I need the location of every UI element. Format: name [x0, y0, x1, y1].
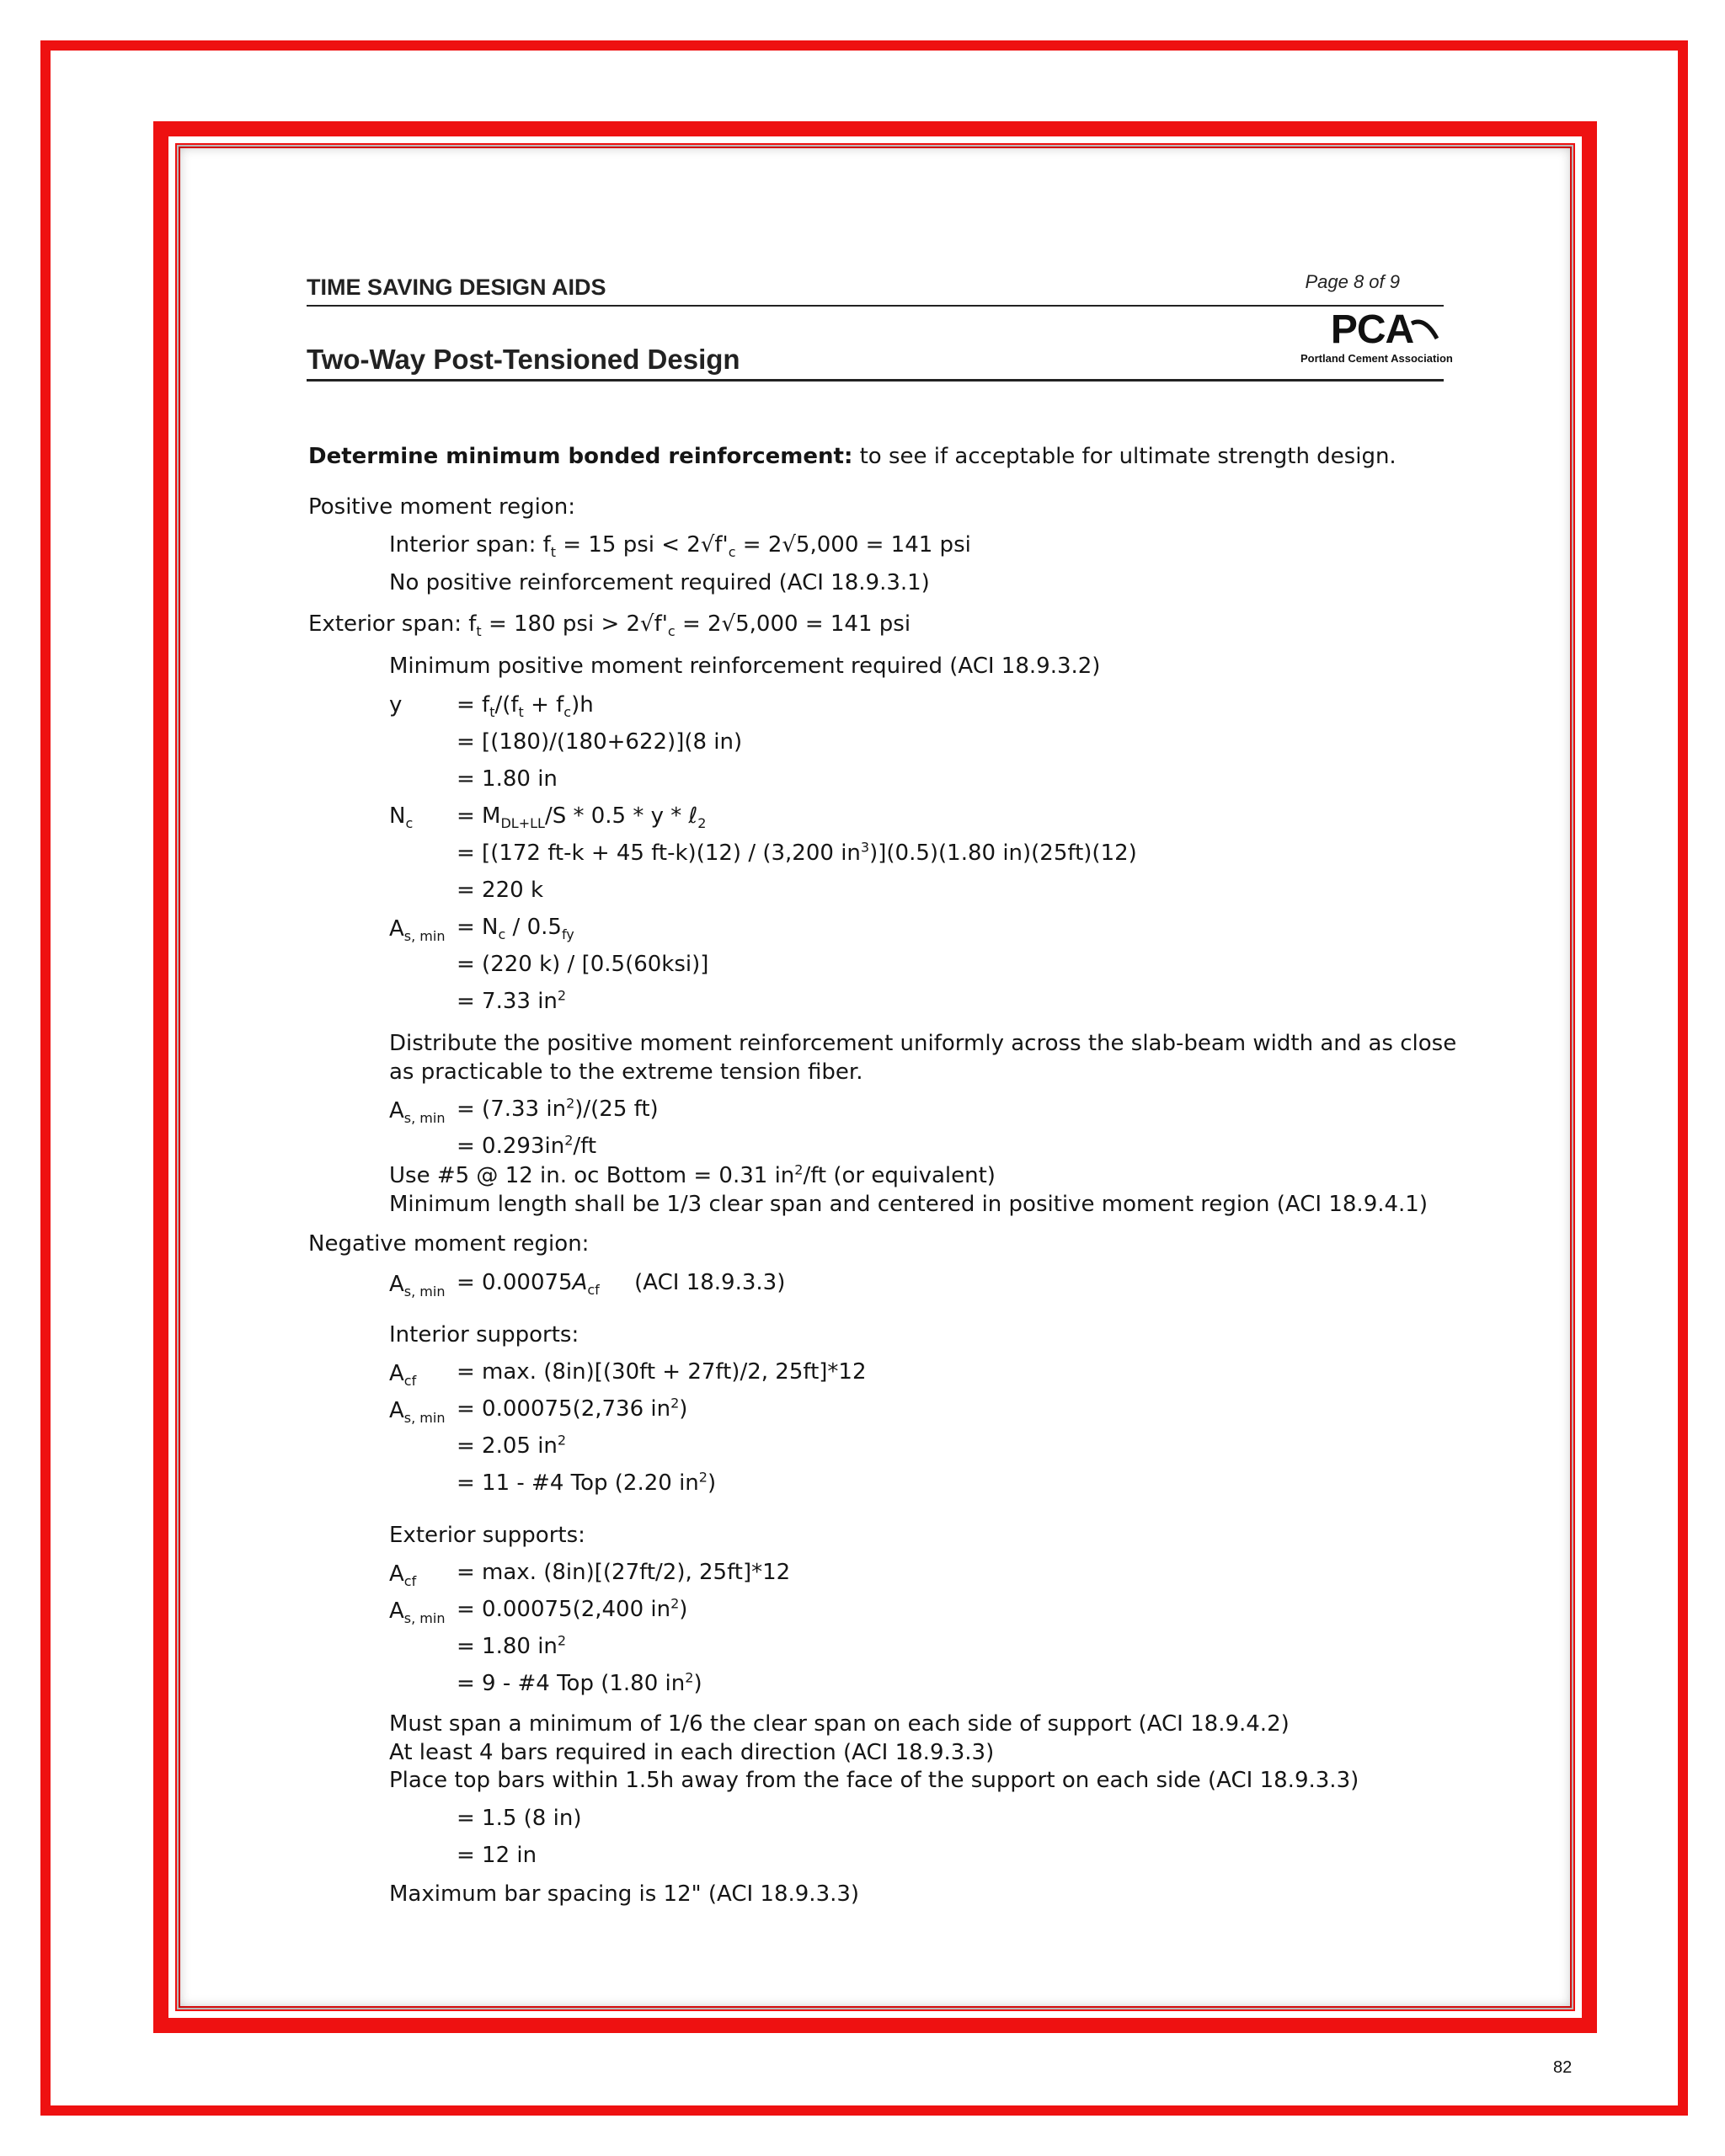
text-line: Minimum length shall be 1/3 clear span and centered in positive moment region (ACI 18.9.4.1)	[389, 1192, 1428, 1217]
document-title: Two-Way Post-Tensioned Design	[307, 344, 740, 375]
text-line: Place top bars within 1.5h away from the face of the support on each side (ACI 18.9.3.3)	[389, 1768, 1359, 1793]
equation-line: = 11 - #4 Top (2.20 $in^2$)	[457, 1469, 717, 1496]
text-line: No positive reinforcement required (ACI 18.9.3.1)	[389, 570, 930, 595]
equation-line: = 1.5 (8 in)	[457, 1806, 582, 1831]
text-line: Positive moment region:	[308, 494, 575, 520]
text-line: Use #5 @ 12 in. oc Bottom = 0.31 $in^2/ft$ (or equivalent)	[389, 1161, 996, 1188]
logo-swoosh-icon	[1410, 317, 1439, 342]
equation-line: = (7.33 $in^2)/(25$ ft)	[457, 1095, 659, 1122]
var-label: $A_{s, min}$	[389, 1098, 446, 1127]
text-line: Interior supports:	[389, 1322, 579, 1348]
equation-line: = $f_t/(f_t + f_c)h$	[457, 692, 594, 721]
var-label: y	[389, 692, 403, 718]
equation-line: = 0.00075(2,400 $in^2$)	[457, 1595, 688, 1622]
logo-organization: Portland Cement Association	[1300, 352, 1453, 365]
equation-line: = 1.80 in	[457, 766, 558, 792]
page-indicator: Page 8 of 9	[1305, 271, 1400, 292]
equation-line: = 1.80 $in^2$	[457, 1632, 567, 1659]
var-label: $A_{s, min}$	[389, 1398, 446, 1427]
equation-line: = 2.05 $in^2$	[457, 1432, 567, 1459]
text-line: Exterior supports:	[389, 1523, 585, 1548]
var-label: $A_{cf}$	[389, 1561, 417, 1590]
header-bottom	[307, 305, 1453, 382]
equation-line: = $N_c / 0.5_{fy}$	[457, 915, 574, 943]
var-label: $N_c$	[389, 803, 414, 832]
pca-logo	[1300, 307, 1453, 374]
text-line: Exterior span: $f_t = 180$ psi > $2√f'_c = 2√5,000 = 141$ psi	[308, 611, 911, 640]
series-title: TIME SAVING DESIGN AIDS	[307, 275, 606, 300]
equation-line: = $0.293in^2/ft$	[457, 1132, 597, 1159]
equation-line: = 12 in	[457, 1843, 537, 1868]
equation-line: = 7.33 $in^2$	[457, 987, 567, 1014]
text-line: as practicable to the extreme tension fiber.	[389, 1059, 863, 1085]
equation-line: = max. (8in)[(27ft/2), 25ft]*12	[457, 1560, 791, 1585]
equation-line: = 220 k	[457, 878, 543, 903]
equation-line: = 9 - #4 Top (1.80 $in^2$)	[457, 1669, 702, 1696]
text-line: At least 4 bars required in each direction (ACI 18.9.3.3)	[389, 1740, 995, 1765]
equation-line: = $0.00075A_{cf}$ (ACI 18.9.3.3)	[457, 1270, 786, 1299]
logo-mark: PCA	[1331, 310, 1413, 350]
equation-line: = 0.00075(2,736 $in^2$)	[457, 1395, 688, 1422]
text-line: Distribute the positive moment reinforcement uniformly across the slab-beam width and as close	[389, 1031, 1457, 1056]
var-label: $A_{s, min}$	[389, 1272, 446, 1300]
equation-line: = [(180)/(180+622)](8 in)	[457, 729, 743, 755]
equation-line: = max. (8in)[(30ft + 27ft)/2, 25ft]*12	[457, 1359, 867, 1385]
equation-line: = $M_{DL+LL}/S * 0.5$ * y * ℓ$_2$	[457, 803, 707, 832]
var-label: $A_{cf}$	[389, 1361, 417, 1390]
text-line: Must span a minimum of 1/6 the clear span on each side of support (ACI 18.9.4.2)	[389, 1711, 1290, 1737]
text-line: Maximum bar spacing is 12" (ACI 18.9.3.3)	[389, 1881, 860, 1907]
text-line: Negative moment region:	[308, 1231, 590, 1257]
equation-line: = [(172 ft-k + 45 ft-k)(12) / (3,200 $in^3)](0.5)(1.80$ in)(25ft)(12)	[457, 839, 1137, 866]
text-line: Minimum positive moment reinforcement required (ACI 18.9.3.2)	[389, 654, 1101, 679]
var-label: $A_{s, min}$	[389, 1598, 446, 1627]
var-label: $A_{s, min}$	[389, 916, 446, 945]
header-top	[307, 271, 1444, 307]
heading-line: Determine minimum bonded reinforcement: to see if acceptable for ultimate strength design.	[308, 444, 1397, 469]
text-line: Interior span: $f_t = 15$ psi < $2√f'_c = 2√5,000 = 141$ psi	[389, 532, 971, 561]
equation-line: = (220 k) / [0.5(60ksi)]	[457, 952, 709, 977]
page-number: 82	[1553, 2058, 1573, 2077]
